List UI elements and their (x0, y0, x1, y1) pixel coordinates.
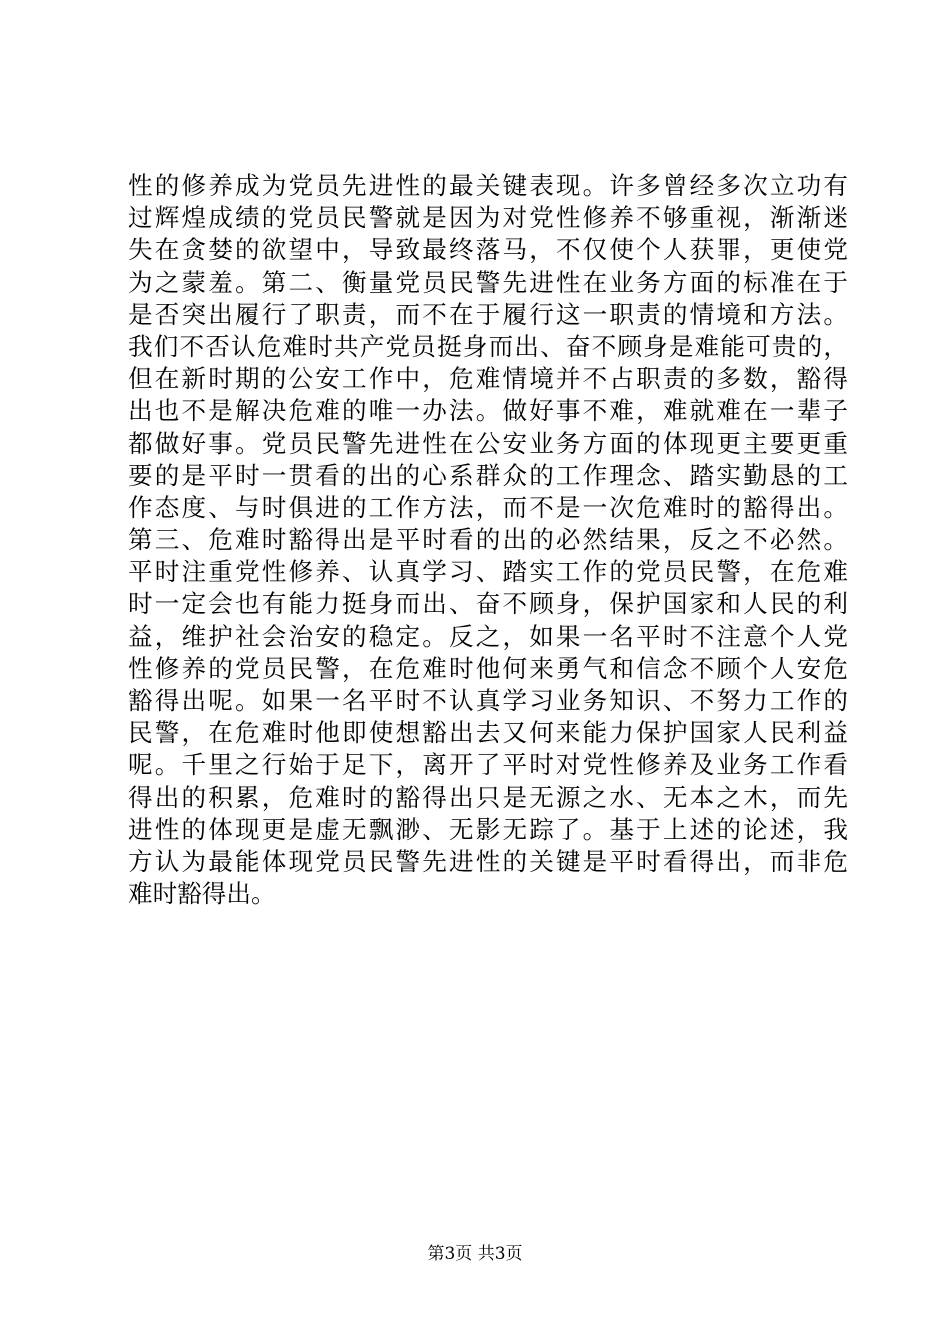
text-line: 出也不是解决危难的唯一办法。做好事不难，难就难在一辈子 (128, 396, 848, 426)
text-line: 要的是平时一贯看的出的心系群众的工作理念、踏实勤恳的工 (128, 460, 848, 490)
text-line: 作态度、与时俱进的工作方法，而不是一次危难时的豁得出。 (128, 492, 848, 522)
text-line: 过辉煌成绩的党员民警就是因为对党性修养不够重视，渐渐迷 (128, 203, 848, 233)
text-line: 得出的积累，危难时的豁得出只是无源之水、无本之木，而先 (128, 782, 848, 812)
text-line: 益，维护社会治安的稳定。反之，如果一名平时不注意个人党 (128, 621, 848, 651)
text-line: 时一定会也有能力挺身而出、奋不顾身，保护国家和人民的利 (128, 589, 848, 619)
text-line: 为之蒙羞。第二、衡量党员民警先进性在业务方面的标准在于 (128, 267, 848, 297)
text-line: 豁得出呢。如果一名平时不认真学习业务知识、不努力工作的 (128, 686, 848, 715)
text-line: 性的修养成为党员先进性的最关键表现。许多曾经多次立功有 (128, 171, 848, 200)
text-line: 难时豁得出。 (128, 879, 276, 909)
body-paragraph (128, 170, 848, 910)
text-line: 方认为最能体现党员民警先进性的关键是平时看得出，而非危 (128, 846, 848, 876)
text-line: 民警，在危难时他即使想豁出去又何来能力保护国家人民利益 (128, 718, 848, 748)
text-line: 是否突出履行了职责，而不在于履行这一职责的情境和方法。 (128, 299, 848, 329)
text-line: 但在新时期的公安工作中，危难情境并不占职责的多数，豁得 (128, 364, 848, 394)
text-line: 进性的体现更是虚无飘渺、无影无踪了。基于上述的论述，我 (128, 814, 848, 844)
text-line: 第三、危难时豁得出是平时看的出的必然结果，反之不必然。 (128, 525, 848, 555)
text-line: 性修养的党员民警，在危难时他何来勇气和信念不顾个人安危 (128, 653, 848, 683)
text-line: 失在贪婪的欲望中，导致最终落马，不仅使个人获罪，更使党 (128, 235, 848, 265)
page-footer: 第3页 共3页 (427, 1244, 523, 1264)
text-line: 都做好事。党员民警先进性在公安业务方面的体现更主要更重 (128, 428, 848, 458)
text-line: 我们不否认危难时共产党员挺身而出、奋不顾身是难能可贵的， (128, 331, 848, 361)
text-line: 平时注重党性修养、认真学习、踏实工作的党员民警，在危难 (128, 557, 848, 587)
text-line: 呢。千里之行始于足下，离开了平时对党性修养及业务工作看 (128, 750, 848, 780)
